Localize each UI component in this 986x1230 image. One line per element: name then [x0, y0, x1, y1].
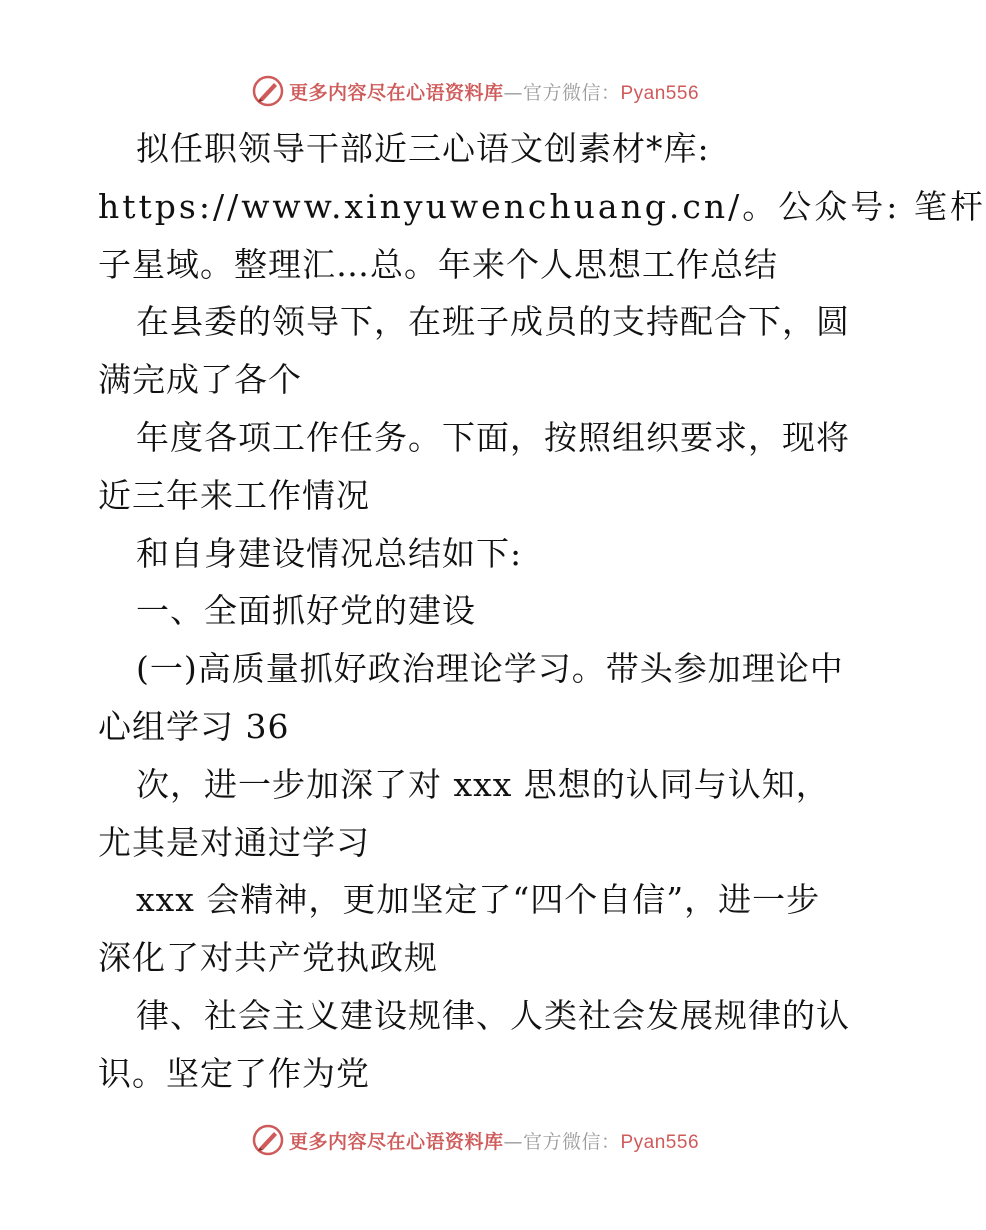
watermark-text — [289, 1127, 699, 1154]
watermark-wechat-label: 官方微信： — [522, 81, 621, 104]
logo-icon — [251, 74, 285, 108]
watermark-wechat-id: Pyan556 — [620, 82, 700, 104]
text-line: 子星域。整理汇…总。年来个人思想工作总结 — [98, 244, 778, 284]
watermark-dash: — — [503, 1130, 523, 1153]
text-line: 深化了对共产党执政规 — [98, 938, 438, 978]
watermark-text — [289, 78, 699, 105]
watermark-brand: 更多内容尽在心语资料库 — [288, 1130, 504, 1153]
document-body — [98, 120, 986, 1103]
text-line: (一)高质量抓好政治理论学习。带头参加理论中 — [136, 649, 844, 689]
text-line: 律、社会主义建设规律、人类社会发展规律的认 — [136, 995, 850, 1035]
text-line: 满完成了各个 — [98, 360, 302, 400]
text-line: 尤其是对通过学习 — [98, 822, 370, 862]
text-line: https://www.xinyuwenchuang.cn/。公众号: 笔杆 — [98, 186, 986, 226]
section-heading: 一、全面抓好党的建设 — [136, 591, 476, 631]
watermark-dash: — — [503, 81, 523, 104]
text-line: 在县委的领导下，在班子成员的支持配合下，圆 — [136, 302, 850, 342]
text-line: 识。坚定了作为党 — [98, 1053, 370, 1093]
text-line: 拟任职领导干部近三心语文创素材*库: — [136, 129, 710, 168]
header-watermark — [0, 71, 950, 111]
watermark-brand: 更多内容尽在心语资料库 — [288, 81, 504, 104]
text-line: xxx 会精神，更加坚定了“四个自信”，进一步 — [136, 880, 821, 920]
text-line: 次，进一步加深了对 xxx 思想的认同与认知， — [136, 764, 830, 804]
text-line: 心组学习 36 — [98, 706, 290, 746]
watermark-wechat-id: Pyan556 — [620, 1131, 700, 1153]
logo-icon — [251, 1123, 285, 1157]
text-line: 年度各项工作任务。下面，按照组织要求，现将 — [136, 417, 850, 457]
watermark-wechat-label: 官方微信： — [522, 1130, 621, 1153]
footer-watermark — [0, 1120, 950, 1160]
text-line: 近三年来工作情况 — [98, 475, 370, 515]
text-line: 和自身建设情况总结如下: — [136, 533, 523, 573]
